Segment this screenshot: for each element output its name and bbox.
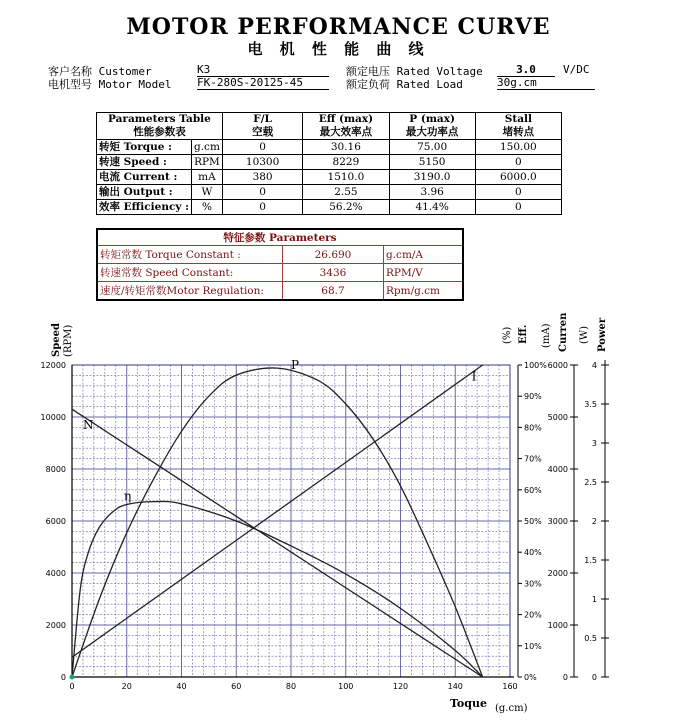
power-tick-label: 2 <box>591 517 597 526</box>
speed-tick-label: 8000 <box>45 465 66 474</box>
table-row: 转速 Speed : RPM 10300 8229 5150 0 <box>97 155 562 170</box>
page-title: MOTOR PERFORMANCE CURVE <box>126 14 551 40</box>
efficiency-tick-label: 60% <box>524 485 542 495</box>
speed-axis-title: Speed <box>51 323 62 357</box>
col-header-stall: Stall 堵转点 <box>475 113 561 140</box>
voltage-unit: V/DC <box>563 63 590 76</box>
params-table-title: Parameters Table 性能参数表 <box>97 113 223 140</box>
efficiency-tick-label: 70% <box>524 454 542 464</box>
torque-tick-label: 100 <box>338 682 354 691</box>
customer-value: K3 <box>197 63 329 77</box>
efficiency-axis-unit: (%) <box>502 326 513 344</box>
power-tick-label: 0 <box>591 673 597 682</box>
efficiency-tick-label: 40% <box>524 548 542 558</box>
torque-tick-label: 0 <box>69 682 75 691</box>
table-row: 转矩 Torque : g.cm 0 30.16 75.00 150.00 <box>97 140 562 155</box>
power-tick-label: 1.5 <box>584 556 597 565</box>
torque-axis-title: Toque <box>450 697 487 710</box>
efficiency-tick-label: 30% <box>524 579 542 589</box>
load-value: 30g.cm <box>497 76 595 90</box>
current-tick-label: 3000 <box>547 517 568 526</box>
curve-label: I <box>471 369 477 384</box>
torque-tick-label: 60 <box>231 682 242 691</box>
efficiency-tick-label: 90% <box>524 392 542 402</box>
torque-tick-label: 160 <box>502 682 518 691</box>
customer-label: 客户名称 Customer <box>48 65 152 78</box>
torque-tick-label: 80 <box>285 682 297 691</box>
efficiency-tick-label: 20% <box>524 610 542 620</box>
power-tick-label: 3.5 <box>584 400 597 409</box>
power-tick-label: 3 <box>591 439 597 448</box>
power-tick-label: 0.5 <box>584 634 597 643</box>
chart-grid <box>72 365 510 677</box>
power-tick-label: 2.5 <box>584 478 597 487</box>
speed-tick-label: 0 <box>60 673 66 682</box>
voltage-label: 额定电压 Rated Voltage <box>346 65 483 78</box>
model-label: 电机型号 Motor Model <box>48 78 172 91</box>
current-tick-label: 0 <box>562 673 568 682</box>
curve-current <box>72 365 483 657</box>
torque-axis-unit: (g.cm) <box>495 703 528 714</box>
constants-title: 特征参数 Parameters <box>97 229 463 246</box>
torque-tick-label: 20 <box>121 682 132 691</box>
current-axis-unit: (mA) <box>541 323 552 348</box>
curve-label: P <box>291 358 300 373</box>
power-axis-unit: (W) <box>579 325 590 344</box>
page-subtitle: 电 机 性 能 曲 线 <box>247 40 430 58</box>
torque-tick-label: 120 <box>392 682 409 691</box>
efficiency-tick-label: 50% <box>524 517 542 526</box>
curve-label: η <box>124 489 132 504</box>
torque-tick-label: 40 <box>176 682 187 691</box>
power-tick-label: 1 <box>591 595 597 604</box>
torque-tick-label: 140 <box>447 682 463 691</box>
col-header-eff-max: Eff (max) 最大效率点 <box>303 113 389 140</box>
table-row: 转速常数 Speed Constant: 3436 RPM/V <box>97 264 463 282</box>
speed-tick-label: 12000 <box>40 361 66 370</box>
speed-tick-label: 4000 <box>45 569 66 578</box>
power-tick-label: 4 <box>591 361 597 370</box>
curve-label: N <box>82 418 94 432</box>
load-label: 额定负荷 Rated Load <box>346 78 463 91</box>
current-axis-title: Curren <box>558 312 569 352</box>
table-row: 速度/转矩常数Motor Regulation: 68.7 Rpm/g.cm <box>97 282 463 301</box>
speed-tick-label: 2000 <box>45 621 66 630</box>
efficiency-axis-title: Eff. <box>518 324 529 344</box>
current-tick-label: 4000 <box>547 465 568 474</box>
table-row: 效率 Efficiency : % 0 56.2% 41.4% 0 <box>97 200 562 215</box>
chart-curves <box>70 365 483 680</box>
efficiency-tick-label: 100% <box>524 361 547 370</box>
speed-axis-unit: (RPM) <box>63 324 74 357</box>
current-tick-label: 2000 <box>547 569 568 578</box>
col-header-p-max: P (max) 最大功率点 <box>389 113 475 140</box>
voltage-value: 3.0 <box>497 63 555 77</box>
efficiency-tick-label: 10% <box>524 641 542 651</box>
table-row: 输出 Output : W 0 2.55 3.96 0 <box>97 185 562 200</box>
col-header-fl: F/L 空载 <box>222 113 302 140</box>
power-axis-title: Power <box>597 317 608 352</box>
speed-tick-label: 6000 <box>45 517 66 526</box>
table-row: 转矩常数 Torque Constant : 26.690 g.cm/A <box>97 246 463 264</box>
current-tick-label: 6000 <box>547 361 568 370</box>
curve-speed <box>72 409 483 677</box>
curve-power <box>72 368 483 677</box>
efficiency-tick-label: 0% <box>524 673 537 682</box>
speed-tick-label: 10000 <box>40 413 66 422</box>
chart-labels <box>51 312 608 714</box>
table-row: 电流 Current : mA 380 1510.0 3190.0 6000.0 <box>97 170 562 185</box>
chart-axes <box>41 360 609 691</box>
model-value: FK-280S-20125-45 <box>197 76 329 90</box>
origin-point <box>70 675 75 680</box>
efficiency-tick-label: 80% <box>524 423 542 433</box>
current-tick-label: 5000 <box>547 413 568 422</box>
current-tick-label: 1000 <box>547 621 568 630</box>
